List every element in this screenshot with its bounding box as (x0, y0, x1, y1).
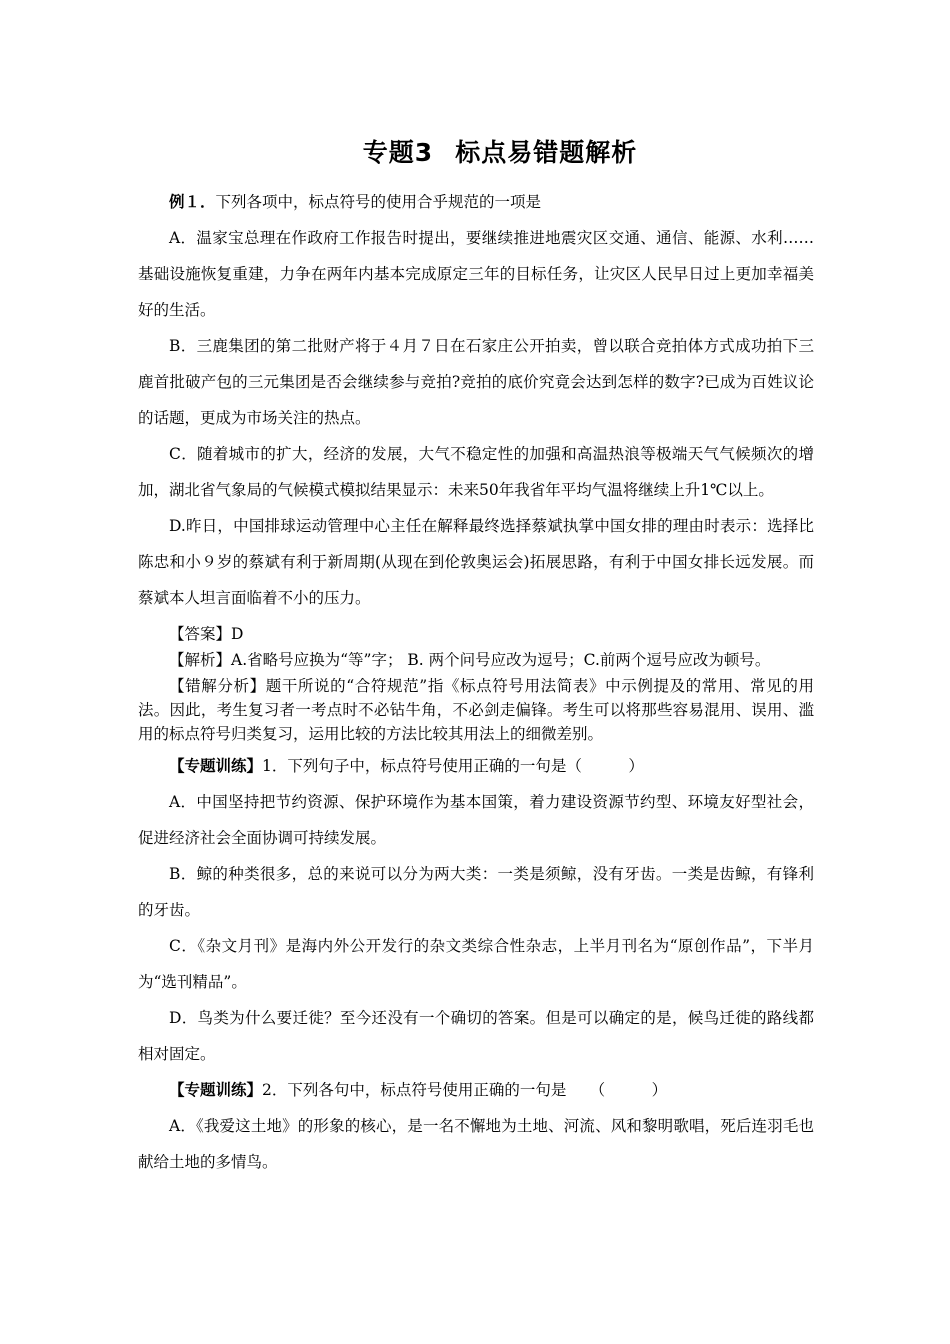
document-body (138, 184, 814, 1180)
example-1-stem (138, 184, 814, 220)
training-1-stem (138, 748, 814, 784)
training-1-option-c: C．《杂文月刊》是海内外公开发行的杂文类综合性杂志，上半月刊名为“原创作品”，下半月为“选刊精品”。 (138, 937, 814, 991)
page-title (0, 133, 950, 169)
example-1-option-c: C．随着城市的扩大，经济的发展，大气不稳定性的加强和高温热浪等极端天气气候频次的增加，湖北省气象局的气候模式模拟结果显示：未来50年我省年平均气温将继续上升1℃以上。 (138, 445, 814, 499)
training-1-question: 1．下列句子中，标点符号使用正确的一句是（ ） (262, 757, 644, 775)
training-2-stem (138, 1072, 814, 1108)
training-1-option-a: A．中国坚持把节约资源、保护环境作为基本国策，着力建设资源节约型、环境友好型社会，促进经济社会全面协调可持续发展。 (138, 793, 814, 847)
example-1-option-d: D.昨日，中国排球运动管理中心主任在解释最终选择蔡斌执掌中国女排的理由时表示：选择比陈忠和小９岁的蔡斌有利于新周期(从现在到伦敦奥运会)拓展思路，有利于中国女排长远发展。而蔡斌本人坦言面临着不小的压力。 (138, 517, 814, 607)
training-2-question: 2．下列各句中，标点符号使用正确的一句是 （ ） (262, 1081, 668, 1099)
training-2-label: 【专题训练】 (169, 1080, 263, 1099)
example-1-analysis: 【解析】A.省略号应换为“等”字； B. 两个问号应改为逗号；C.前两个逗号应改为顿号。 (169, 651, 771, 669)
example-1-option-b: B．三鹿集团的第二批财产将于４月７日在石家庄公开拍卖，曾以联合竞拍体方式成功拍下三鹿首批破产包的三元集团是否会继续参与竞拍?竞拍的底价究竟会达到怎样的数字?已成为百姓议论的话题，更成为市场关注的热点。 (138, 337, 814, 427)
training-1-option-b: B．鲸的种类很多，总的来说可以分为两大类：一类是须鲸，没有牙齿。一类是齿鲸，有锋利的牙齿。 (138, 865, 814, 919)
example-1-error-analysis: 【错解分析】题干所说的“合符规范”指《标点符号用法简表》中示例提及的常用、常见的用法。因此，考生复习者一考点时不必钻牛角，不必剑走偏锋。考生可以将那些容易混用、误用、滥用的标点符号归类复习，运用比较的方法比较其用法上的细微差别。 (138, 677, 814, 743)
title-part-1: 专题3 (362, 138, 434, 167)
training-1-label: 【专题训练】 (169, 756, 263, 775)
example-1-label: 例１． (169, 192, 216, 211)
training-2-option-a: A．《我爱这土地》的形象的核心，是一名不懈地为土地、河流、风和黎明歌唱，死后连羽毛也献给土地的多情鸟。 (138, 1117, 814, 1171)
example-1-question: 下列各项中，标点符号的使用合乎规范的一项是 (215, 193, 542, 211)
title-part-2: 标点易错题解析 (455, 138, 638, 167)
example-1-option-a: A．温家宝总理在作政府工作报告时提出，要继续推进地震灾区交通、通信、能源、水利……基础设施恢复重建，力争在两年内基本完成原定三年的目标任务，让灾区人民早日过上更加幸福美好的生活。 (138, 229, 814, 319)
training-1-option-d: D．鸟类为什么要迁徙？至今还没有一个确切的答案。但是可以确定的是，候鸟迁徙的路线都相对固定。 (138, 1009, 814, 1063)
example-1-answer: 【答案】D (169, 625, 244, 643)
